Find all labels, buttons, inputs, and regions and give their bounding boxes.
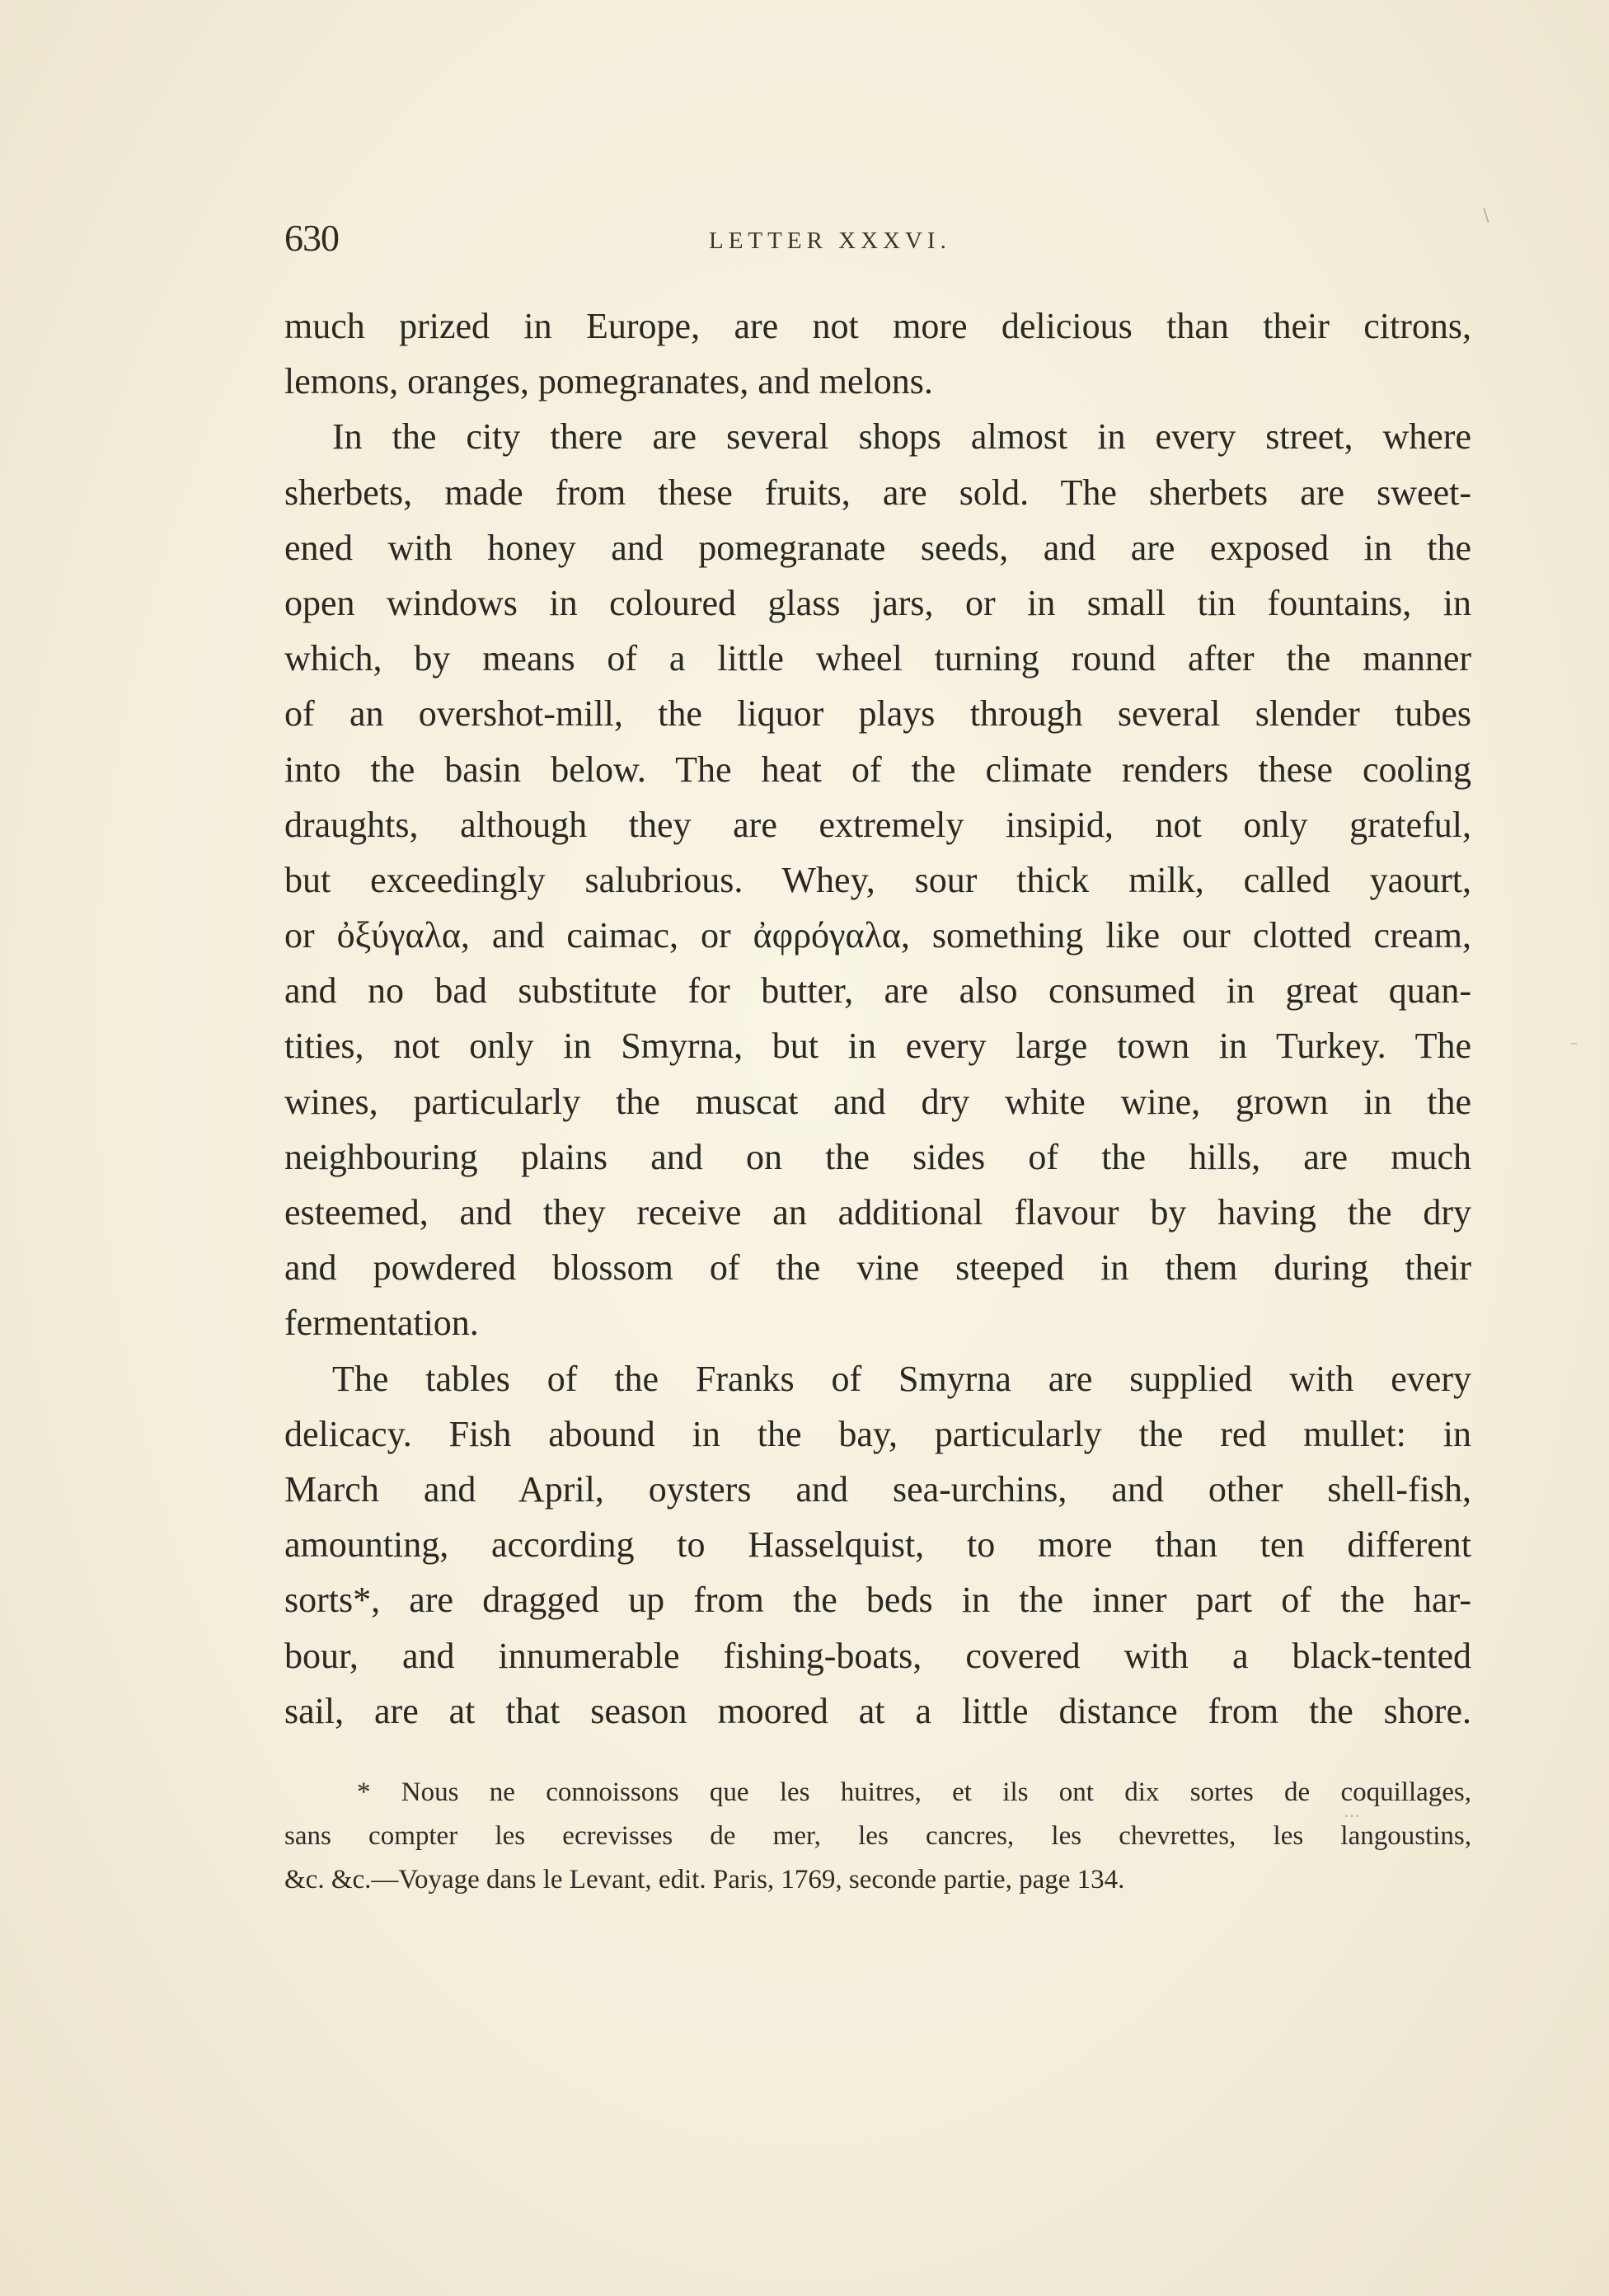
text-line: into the basin below. The heat of the climate renders these cooling [284,749,1471,790]
footnote [284,1771,1471,1902]
text-line: ened with honey and pomegranate seeds, and are exposed in the [284,527,1471,568]
paper-speck: … [1344,1801,1360,1821]
text-line: bour, and innumerable fishing-boats, covered with a black-tented [284,1635,1471,1676]
text-line: and powdered blossom of the vine steeped in them during their [284,1247,1471,1289]
text-line: and no bad substitute for butter, are also consumed in great quan- [284,970,1471,1012]
text-line: The tables of the Franks of Smyrna are supplied with every [332,1358,1471,1399]
text-line: amounting, according to Hasselquist, to more than ten different [284,1524,1471,1566]
text-line: esteemed, and they receive an additional flavour by having the dry [284,1192,1471,1233]
text-line: sail, are at that season moored at a little distance from the shore. [284,1690,1471,1731]
footnote-line: &c. &c.—Voyage dans le Levant, edit. Paris, 1769, seconde partie, page 134. [284,1865,1125,1895]
text-line: draughts, although they are extremely insipid, not only grateful, [284,804,1471,845]
text-line: sherbets, made from these fruits, are sold. The sherbets are sweet- [284,472,1471,513]
text-line: which, by means of a little wheel turning round after the manner [284,638,1471,679]
text-line: much prized in Europe, are not more delicious than their citrons, [284,306,1471,346]
text-line: but exceedingly salubrious. Whey, sour thick milk, called yaourt, [284,859,1471,900]
footnote-line: * Nous ne connoissons que les huitres, et ils ont dix sortes de coquillages, [357,1777,1471,1807]
text-line: or ὀξύγαλα, and caimac, or ἀφρόγαλα, something like our clotted cream, [284,915,1471,956]
text-line: sorts*, are dragged up from the beds in the inner part of the har- [284,1580,1471,1621]
text-line: tities, not only in Smyrna, but in every large town in Turkey. The [284,1026,1471,1067]
text-line: lemons, oranges, pomegranates, and melons. [284,361,933,402]
page-header [284,216,1471,265]
paper-speck: – [1570,1035,1578,1052]
text-line: wines, particularly the muscat and dry white wine, grown in the [284,1081,1471,1122]
page-number: 630 [284,217,339,259]
running-head: LETTER XXXVI. [709,228,951,254]
text-line: of an overshot-mill, the liquor plays through several slender tubes [284,693,1471,735]
footnote-line: sans compter les ecrevisses de mer, les cancres, les chevrettes, les langoustins, [284,1821,1471,1851]
text-line: fermentation. [284,1303,479,1344]
body-text [284,298,1471,1739]
text-line: In the city there are several shops almost in every street, where [332,416,1471,458]
text-line: open windows in coloured glass jars, or in small tin fountains, in [284,582,1471,623]
text-line: delicacy. Fish abound in the bay, particularly the red mullet: in [284,1413,1471,1454]
text-line: neighbouring plains and on the sides of the hills, are much [284,1136,1471,1177]
text-line: March and April, oysters and sea-urchins, and other shell-fish, [284,1468,1471,1510]
paper-speck: ∖ [1480,206,1492,227]
